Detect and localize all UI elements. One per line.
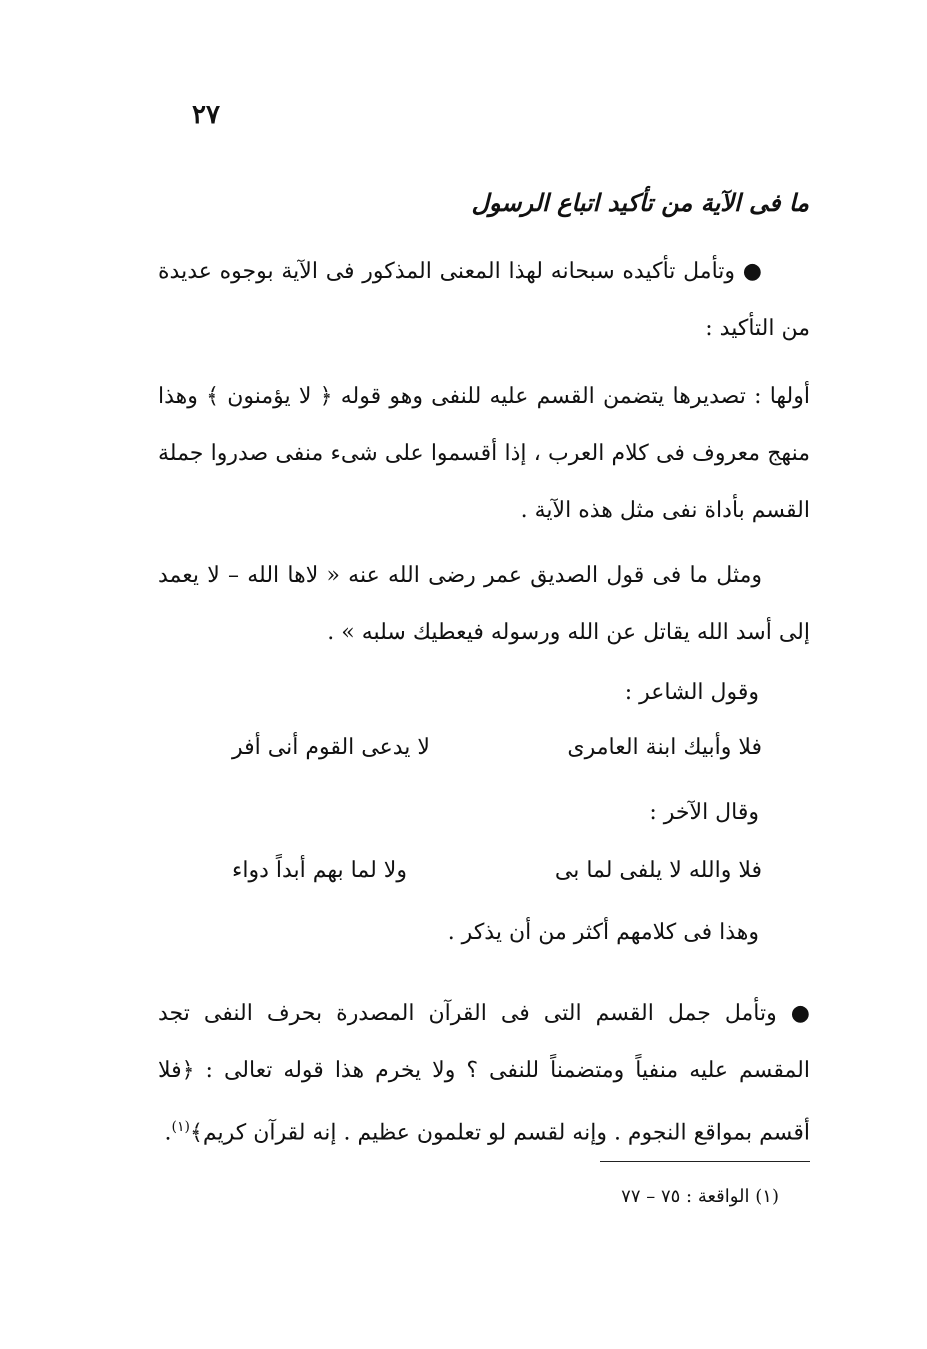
verse-first (232, 735, 762, 760)
verse-first-hemistich-2: لا يدعى القوم أنى أفر (232, 735, 430, 760)
paragraph-first-point: أولها : تصديرها يتضمن القسم عليه للنفى وهو قوله ﴿ لا يؤمنون ﴾ وهذا منهج معروف فى كلام العرب ، إذا أقسموا على شىء منفى صدروا جملة القسم بأداة نفى مثل هذه الآية . (158, 384, 810, 523)
footnote-divider (600, 1161, 810, 1162)
verse-second (232, 858, 762, 883)
section-heading: ما فى الآية من تأكيد اتباع الرسول (471, 188, 809, 217)
paragraph-example-quote: ومثل ما فى قول الصديق عمر رضى الله عنه « لاها الله – لا يعمد إلى أسد الله يقاتل عن الله ورسوله فيعطيك سلبه » . (158, 563, 810, 645)
poet-label-first: وقول الشاعر : (624, 680, 759, 705)
footnote: (١) الواقعة : ٧٥ – ٧٧ (621, 1186, 779, 1207)
paragraph-oath-sentences (158, 985, 810, 1161)
verse-first-hemistich-1: فلا وأبيك ابنة العامرى (567, 735, 762, 760)
paragraph-oath-text: ● وتأمل جمل القسم التى فى القرآن المصدرة بحرف النفى تجد المقسم عليه منفياً ومتضمناً للنفى ؟ ولا يخرم هذا قوله تعالى : ﴿فلا أقسم بمواقع النجوم . وإنه لقسم لو تعلمون عظيم . إنه لقرآن كريم﴾ (158, 1001, 810, 1146)
verse-second-hemistich-2: ولا لما بهم أبداً دواء (232, 858, 407, 883)
poet-label-second: وقال الآخر : (649, 800, 759, 825)
footnote-reference: (١) (171, 1119, 190, 1135)
paragraph-remark: وهذا فى كلامهم أكثر من أن يذكر . (447, 920, 759, 945)
paragraph-intro: ● وتأمل تأكيده سبحانه لهذا المعنى المذكور فى الآية بوجوه عديدة من التأكيد : (158, 259, 810, 341)
verse-second-hemistich-1: فلا والله لا يلفى لما بى (554, 858, 762, 883)
page-number: ٢٧ (192, 100, 220, 130)
sentence-end: . (164, 1120, 172, 1146)
